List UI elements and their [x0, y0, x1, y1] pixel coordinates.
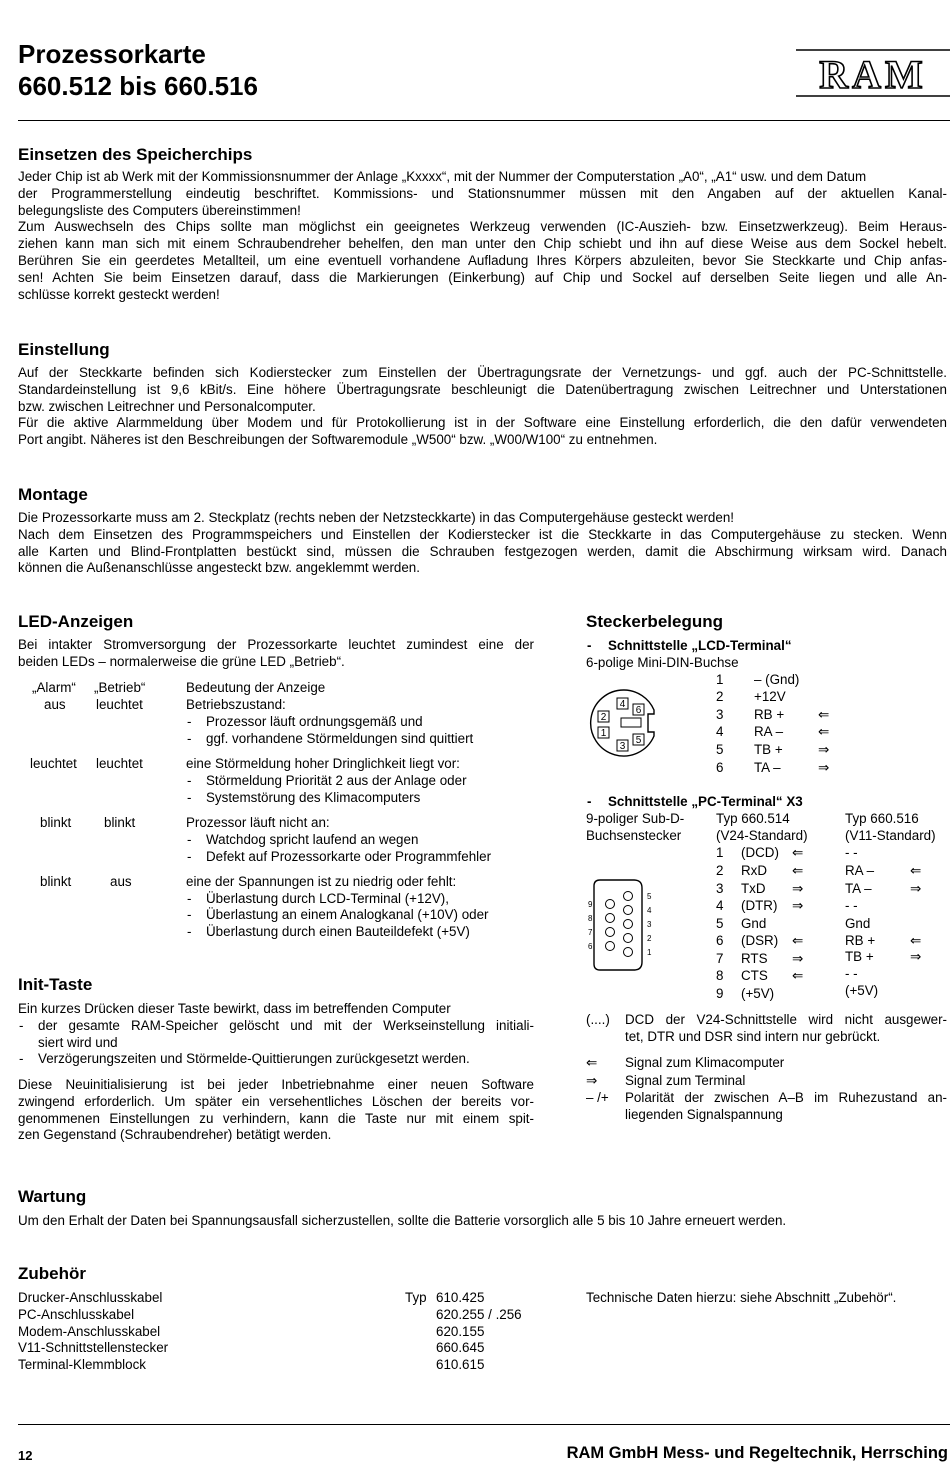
heading-einstellung: Einstellung — [18, 340, 110, 359]
text-line: Standardeinstellung ist 9,6 kBit/s. Eine höhere Übertragungsrate beschleunigt die Datenübertragung zwischen Leitrechner und Unterstationen — [18, 381, 947, 397]
led-betrieb-state: leuchtet — [96, 756, 143, 771]
heading-wartung: Wartung — [18, 1187, 87, 1206]
accessory-name: Modem-Anschlusskabel — [18, 1324, 161, 1339]
lcd-pin-signal: RB + — [754, 707, 785, 722]
arrow-left-icon: ⇐ — [586, 1055, 598, 1070]
text-line: schlüsse korrekt gesteckt werden! — [18, 286, 220, 302]
subd-pin-label: 1 — [647, 948, 652, 957]
arrow-right-icon: ⇒ — [586, 1073, 598, 1088]
accessory-name: Terminal-Klemmblock — [18, 1357, 146, 1372]
pc-pin-v24: (DCD) — [741, 845, 779, 860]
dash: - — [587, 638, 592, 653]
dash: - — [19, 1018, 24, 1033]
lcd-pin-number: 5 — [716, 742, 724, 757]
arrow-icon: ⇒ — [910, 881, 922, 896]
pc-pin-number: 9 — [716, 986, 724, 1001]
accessory-number: 660.645 — [436, 1340, 485, 1355]
subd-pin-label: 2 — [647, 934, 652, 943]
dash: - — [19, 1051, 24, 1066]
led-betrieb-state: aus — [110, 874, 132, 889]
pc-pin-v24: Gnd — [741, 916, 767, 931]
text-line: alle Karten und Blind-Frontplatten bestückt sind, müssen die Schrauben festgezogen werden, damit die Abschirmung wirksam wird. Danach — [18, 543, 947, 559]
pc-pin-number: 6 — [716, 933, 724, 948]
din-pin-label: 4 — [619, 699, 626, 710]
pc-pin-number: 2 — [716, 863, 724, 878]
arrow-icon: ⇐ — [792, 933, 804, 948]
montage-text — [18, 510, 947, 577]
text-line: beiden LEDs – normalerweise die grüne LED „Betrieb“. — [18, 653, 345, 669]
led-meaning-item: Störmeldung Priorität 2 aus der Anlage oder — [206, 773, 467, 788]
dash: - — [187, 714, 192, 729]
polarity-text — [625, 1090, 947, 1124]
text-line: sen! Achten Sie beim Einsetzen darauf, dass die Markierungen (Einkerbung) auf Chip und Sockel auf derselben Seite liegen und alle An- — [18, 269, 947, 285]
einstellung-text — [18, 365, 947, 449]
pc-pin-v24: CTS — [741, 968, 768, 983]
title-line-2: 660.512 bis 660.516 — [18, 71, 258, 101]
accessory-number: 610.425 — [436, 1290, 485, 1305]
legend-text: Signal zum Terminal — [625, 1073, 746, 1088]
text-line: Diese Neuinitialisierung ist bei jeder Inbetriebnahme einer neuen Software — [18, 1077, 534, 1092]
pc-pin-v11: - - — [845, 966, 858, 981]
lcd-pin-number: 2 — [716, 689, 724, 704]
text-line: Nach dem Einsetzen des Programmspeichers und Einstellen der Kodierstecker ist die Steckkarte in das Computergehäuse zu stecken. Wenn — [18, 526, 947, 542]
led-meaning-title: eine der Spannungen ist zu niedrig oder fehlt: — [186, 874, 457, 889]
pc-pin-v24: TxD — [741, 881, 766, 896]
dash: - — [187, 891, 192, 906]
accessory-number: 610.615 — [436, 1357, 485, 1372]
led-betrieb-state: leuchtet — [96, 697, 143, 712]
lcd-title: Schnittstelle „LCD-Terminal“ — [608, 638, 792, 653]
lcd-pin-number: 4 — [716, 724, 724, 739]
text-line: belegungsliste des Computers übereinstimmen! — [18, 202, 301, 218]
lcd-pin-number: 3 — [716, 707, 724, 722]
note-text — [625, 1012, 947, 1046]
footer-rule — [18, 1424, 950, 1425]
lcd-pin-signal: RA – — [754, 724, 784, 739]
pc-subtitle-1: 9-poliger Sub-D- — [586, 811, 685, 826]
led-meaning-item: Systemstörung des Klimacomputers — [206, 790, 421, 805]
pc-pin-v11: (+5V) — [845, 983, 879, 998]
led-meaning-item: Überlastung durch LCD-Terminal (+12V), — [206, 891, 449, 906]
svg-text:RAM: RAM — [819, 52, 927, 97]
col-alarm: „Alarm“ — [32, 680, 76, 695]
header-rule — [18, 120, 950, 121]
accessory-number: 620.155 — [436, 1324, 485, 1339]
led-meaning-item: ggf. vorhandene Störmeldungen sind quittiert — [206, 731, 474, 746]
title-line-1: Prozessorkarte — [18, 39, 206, 69]
subd-pin-label: 3 — [647, 920, 652, 929]
note-key: (....) — [586, 1012, 610, 1027]
col-meaning: Bedeutung der Anzeige — [186, 680, 326, 695]
std-514: (V24-Standard) — [716, 828, 808, 843]
text-line: bzw. zwischen Leitrechner und Personalcomputer. — [18, 398, 316, 414]
led-alarm-state: leuchtet — [30, 756, 77, 771]
pc-pin-number: 3 — [716, 881, 724, 896]
heading-einsetzen: Einsetzen des Speicherchips — [18, 145, 253, 164]
init-intro: Ein kurzes Drücken dieser Taste bewirkt, dass im betreffenden Computer — [18, 1001, 451, 1016]
text-line: siert wird und — [38, 1034, 118, 1050]
subd-pin-label: 6 — [588, 942, 593, 951]
text-line: zen Gegenstand (Schraubendreher) betätigt werden. — [18, 1127, 332, 1143]
led-alarm-state: blinkt — [40, 815, 72, 830]
led-meaning-item: Prozessor läuft ordnungsgemäß und — [206, 714, 423, 729]
lcd-pin-signal: +12V — [754, 689, 786, 704]
subd-pin-label: 7 — [588, 928, 593, 937]
text-line: liegenden Signalspannung — [625, 1106, 783, 1122]
dash: - — [187, 790, 192, 805]
page-title — [18, 38, 258, 102]
subd-pin-label: 5 — [647, 892, 652, 901]
init-item-2: Verzögerungszeiten und Störmelde-Quittierungen zurückgesetzt werden. — [38, 1051, 470, 1066]
text-line: Berühren Sie ein geerdetes Metallteil, um eine eventuell vorhandene Aufladung Ihres Körpers abzuleiten, bevor Sie Steckkarte und Chip anfas- — [18, 252, 947, 268]
arrow-icon: ⇐ — [910, 933, 922, 948]
col-betrieb: „Betrieb“ — [94, 680, 146, 695]
pc-pin-v11: RA – — [845, 863, 875, 878]
lcd-subtitle: 6-polige Mini-DIN-Buchse — [586, 655, 739, 670]
einsetzen-text — [18, 169, 947, 303]
sub-d-connector-diagram — [584, 876, 658, 974]
din-pin-label: 3 — [619, 741, 626, 752]
text-line: DCD der V24-Schnittstelle wird nicht ausgewer- — [625, 1012, 947, 1027]
pc-pin-v24: RTS — [741, 951, 768, 966]
pc-pin-v24: (DSR) — [741, 933, 779, 948]
subd-pin-label: 8 — [588, 914, 593, 923]
text-line: können die Außenanschlüsse angesteckt bzw. angeklemmt werden. — [18, 560, 420, 576]
dash: - — [187, 832, 192, 847]
pc-pin-v11: TB + — [845, 949, 874, 964]
lcd-pin-number: 1 — [716, 672, 724, 687]
text-line: Für die aktive Alarmmeldung über Modem und für Protokollierung ist in der Software eine Einstellung erforderlich, die den dafür verwendeten — [18, 415, 947, 431]
led-betrieb-state: blinkt — [104, 815, 136, 830]
led-meaning-item: Defekt auf Prozessorkarte oder Programmfehler — [206, 849, 492, 864]
led-alarm-state: blinkt — [40, 874, 72, 889]
arrow-icon: ⇒ — [910, 949, 922, 964]
text-line: Auf der Steckkarte befinden sich Kodierstecker zum Einstellen der Übertragungsrate der Vernetzungs- und ggf. auch der PC-Schnittstelle. — [18, 365, 947, 380]
din-pin-label: 1 — [600, 728, 607, 739]
typ-516: Typ 660.516 — [845, 811, 919, 826]
polarity-key: – /+ — [586, 1090, 609, 1105]
led-meaning-title: eine Störmeldung hoher Dringlichkeit liegt vor: — [186, 756, 460, 771]
pc-pin-v11: - - — [845, 898, 858, 913]
text-line: der gesamte RAM-Speicher gelöscht und mit der Werkseinstellung initiali- — [38, 1018, 534, 1033]
text-line: zwingend erforderlich. Um später ein versehentliches Löschen der bereits vor- — [18, 1093, 534, 1109]
accessory-typ-label: Typ — [405, 1290, 427, 1305]
init-item-1 — [38, 1018, 534, 1052]
text-line: der Programmerstellung eindeutig beschriftet. Kommissions- und Stationsnummer müssen mit den Angaben auf der aktuellen Kanal- — [18, 185, 947, 201]
led-meaning-item: Überlastung an einem Analogkanal (+10V) oder — [206, 907, 489, 922]
heading-stecker: Steckerbelegung — [586, 612, 723, 631]
arrow-icon: ⇐ — [910, 863, 922, 878]
pc-pin-v11: Gnd — [845, 916, 871, 931]
arrow-icon: ⇒ — [818, 760, 830, 775]
arrow-icon: ⇐ — [792, 968, 804, 983]
dash: - — [187, 849, 192, 864]
lcd-pin-signal: TA – — [754, 760, 781, 775]
dash: - — [187, 924, 192, 939]
led-meaning-item: Überlastung durch einen Bauteildefekt (+5V) — [206, 924, 470, 939]
led-meaning-title: Prozessor läuft nicht an: — [186, 815, 330, 830]
text-line: genommenen Einstellungen zu verhindern, kann die Taste nur mit einem spit- — [18, 1110, 534, 1126]
lcd-pin-signal: TB + — [754, 742, 783, 757]
footer-company: RAM GmbH Mess- und Regeltechnik, Herrsching — [566, 1444, 948, 1462]
std-516: (V11-Standard) — [845, 828, 936, 843]
led-meaning-item: Watchdog spricht laufend an wegen — [206, 832, 419, 847]
page-number: 12 — [18, 1448, 33, 1463]
dash: - — [187, 731, 192, 746]
subd-pin-label: 9 — [588, 900, 593, 909]
dash: - — [187, 907, 192, 922]
text-line: Zum Auswechseln des Chips sollte man möglichst ein geeignetes Werkzeug verwenden (IC-Auszieh- bzw. Einsetzwerkzeug). Beim Heraus- — [18, 219, 947, 235]
pc-pin-number: 8 — [716, 968, 724, 983]
accessory-name: Drucker-Anschlusskabel — [18, 1290, 163, 1305]
pc-pin-v11: RB + — [845, 933, 876, 948]
dash: - — [587, 794, 592, 809]
pc-pin-number: 4 — [716, 898, 724, 913]
pc-pin-v24: (+5V) — [741, 986, 775, 1001]
text-line: Bei intakter Stromversorgung der Prozessorkarte leuchtet zumindest eine der — [18, 637, 534, 652]
text-line: ziehen kann man sich mit einem Schraubendreher behelfen, den man unter den Chip schiebt und ihn auf diese Weise aus dem Sockel hebelt. — [18, 236, 947, 252]
text-line: Port angibt. Näheres ist den Beschreibungen der Softwaremodule „W500“ bzw. „W00/W100“ zu entnehmen. — [18, 432, 658, 448]
accessory-name: V11-Schnittstellenstecker — [18, 1340, 169, 1355]
arrow-icon: ⇒ — [792, 951, 804, 966]
ram-logo — [796, 48, 950, 98]
legend-text: Signal zum Klimacomputer — [625, 1055, 785, 1070]
pc-pin-v11: - - — [845, 845, 858, 860]
arrow-icon: ⇐ — [818, 707, 830, 722]
din-pin-label: 5 — [635, 735, 642, 746]
dash: - — [187, 773, 192, 788]
heading-init: Init-Taste — [18, 975, 93, 994]
heading-zubehoer: Zubehör — [18, 1264, 86, 1283]
arrow-icon: ⇐ — [818, 724, 830, 739]
led-meaning-title: Betriebszustand: — [186, 697, 286, 712]
arrow-icon: ⇒ — [818, 742, 830, 757]
arrow-icon: ⇒ — [792, 881, 804, 896]
din-pin-label: 2 — [600, 712, 607, 723]
pc-title: Schnittstelle „PC-Terminal“ X3 — [608, 794, 803, 809]
text-line: Polarität der zwischen A–B im Ruhezustand an- — [625, 1090, 947, 1105]
text-line: Jeder Chip ist ab Werk mit der Kommissionsnummer der Anlage „Kxxxx“, mit der Nummer der Computerstation „A0“, „A1“ usw. und dem Datum — [18, 169, 867, 184]
pc-pin-number: 1 — [716, 845, 724, 860]
accessory-number: 620.255 / .256 — [436, 1307, 522, 1322]
pc-pin-v24: (DTR) — [741, 898, 778, 913]
subd-pin-label: 4 — [647, 906, 652, 915]
heading-montage: Montage — [18, 485, 88, 504]
arrow-icon: ⇐ — [792, 863, 804, 878]
pc-pin-v24: RxD — [741, 863, 768, 878]
pc-pin-number: 5 — [716, 916, 724, 931]
led-alarm-state: aus — [44, 697, 66, 712]
typ-514: Typ 660.514 — [716, 811, 790, 826]
pc-subtitle-2: Buchsenstecker — [586, 828, 682, 843]
pc-pin-v11: TA – — [845, 881, 872, 896]
zubehoer-note: Technische Daten hierzu: siehe Abschnitt „Zubehör“. — [586, 1290, 897, 1305]
text-line: Die Prozessorkarte muss am 2. Steckplatz (rechts neben der Netzsteckkarte) in das Computergehäuse gesteckt werden! — [18, 510, 734, 525]
arrow-icon: ⇒ — [792, 898, 804, 913]
wartung-text: Um den Erhalt der Daten bei Spannungsausfall sicherzustellen, sollte die Batterie vorsorglich alle 5 bis 10 Jahre erneuert werden. — [18, 1213, 787, 1228]
text-line: tet, DTR und DSR sind intern nur gebrückt. — [625, 1028, 881, 1044]
accessory-name: PC-Anschlusskabel — [18, 1307, 135, 1322]
heading-led: LED-Anzeigen — [18, 612, 134, 631]
init-paragraph — [18, 1077, 534, 1144]
arrow-icon: ⇐ — [792, 845, 804, 860]
led-intro — [18, 637, 534, 671]
lcd-pin-signal: – (Gnd) — [754, 672, 800, 687]
mini-din-connector-diagram — [584, 686, 664, 760]
lcd-pin-number: 6 — [716, 760, 724, 775]
din-pin-label: 6 — [635, 705, 642, 716]
pc-pin-number: 7 — [716, 951, 724, 966]
